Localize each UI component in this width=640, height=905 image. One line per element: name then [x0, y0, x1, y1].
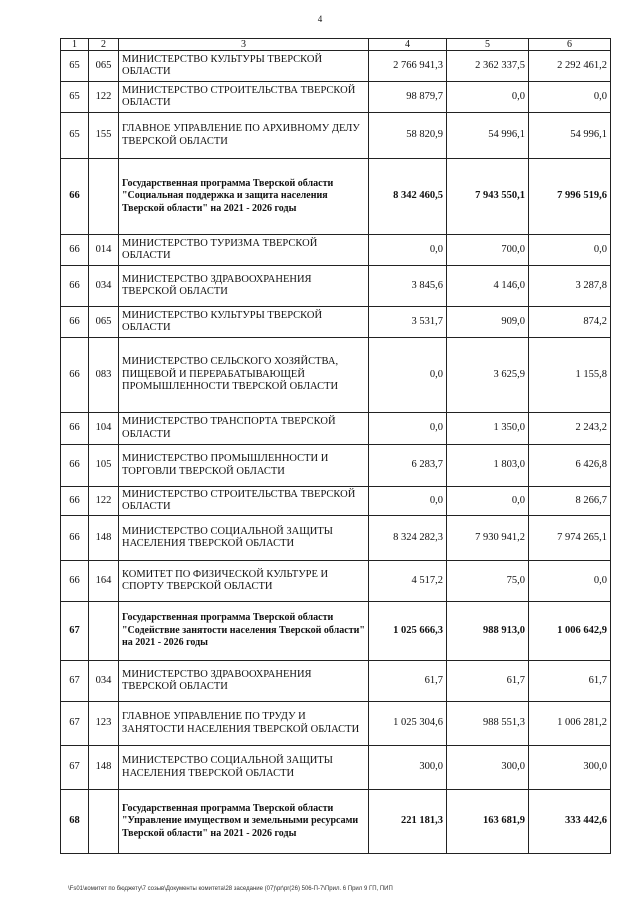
value-2022-cell: 163 681,9: [447, 790, 529, 854]
value-2021-cell: 4 517,2: [369, 561, 447, 602]
name-cell: Государственная программа Тверской области "Управление имуществом и земельными ресурсами Тверской области" на 2021 - 2026 годы: [119, 790, 369, 854]
column-header: 1: [61, 39, 89, 51]
value-2023-cell: 7 974 265,1: [529, 516, 611, 561]
value-2021-cell: 221 181,3: [369, 790, 447, 854]
column-header: 2: [89, 39, 119, 51]
value-2022-cell: 0,0: [447, 487, 529, 516]
value-2021-cell: 8 342 460,5: [369, 159, 447, 235]
value-2021-cell: 58 820,9: [369, 113, 447, 159]
table-body: [61, 51, 611, 854]
table-row: [61, 338, 611, 413]
value-2021-cell: 0,0: [369, 487, 447, 516]
department-code-cell: 034: [89, 266, 119, 307]
value-2022-cell: 0,0: [447, 82, 529, 113]
value-2022-cell: 700,0: [447, 235, 529, 266]
program-row: [61, 790, 611, 854]
name-cell: МИНИСТЕРСТВО ЗДРАВООХРАНЕНИЯ ТВЕРСКОЙ ОБЛАСТИ: [119, 266, 369, 307]
department-code-cell: 122: [89, 487, 119, 516]
name-cell: МИНИСТЕРСТВО ТРАНСПОРТА ТВЕРСКОЙ ОБЛАСТИ: [119, 413, 369, 445]
program-number-cell: 65: [61, 113, 89, 159]
value-2021-cell: 0,0: [369, 413, 447, 445]
program-row: [61, 159, 611, 235]
table-header-row: [61, 39, 611, 51]
value-2021-cell: 3 531,7: [369, 307, 447, 338]
value-2023-cell: 333 442,6: [529, 790, 611, 854]
name-cell: МИНИСТЕРСТВО СОЦИАЛЬНОЙ ЗАЩИТЫ НАСЕЛЕНИЯ ТВЕРСКОЙ ОБЛАСТИ: [119, 516, 369, 561]
table-row: [61, 661, 611, 702]
name-cell: МИНИСТЕРСТВО СТРОИТЕЛЬСТВА ТВЕРСКОЙ ОБЛАСТИ: [119, 82, 369, 113]
program-number-cell: 66: [61, 235, 89, 266]
table-row: [61, 702, 611, 746]
column-header: 5: [447, 39, 529, 51]
department-code-cell: 122: [89, 82, 119, 113]
department-code-cell: 014: [89, 235, 119, 266]
name-cell: МИНИСТЕРСТВО ТУРИЗМА ТВЕРСКОЙ ОБЛАСТИ: [119, 235, 369, 266]
department-code-cell: [89, 159, 119, 235]
name-cell: ГЛАВНОЕ УПРАВЛЕНИЕ ПО АРХИВНОМУ ДЕЛУ ТВЕРСКОЙ ОБЛАСТИ: [119, 113, 369, 159]
program-number-cell: 65: [61, 51, 89, 82]
value-2023-cell: 0,0: [529, 235, 611, 266]
value-2023-cell: 8 266,7: [529, 487, 611, 516]
value-2022-cell: 4 146,0: [447, 266, 529, 307]
value-2023-cell: 874,2: [529, 307, 611, 338]
program-number-cell: 68: [61, 790, 89, 854]
value-2022-cell: 7 930 941,2: [447, 516, 529, 561]
program-number-cell: 66: [61, 487, 89, 516]
department-code-cell: 148: [89, 746, 119, 790]
department-code-cell: 155: [89, 113, 119, 159]
department-code-cell: 065: [89, 51, 119, 82]
value-2022-cell: 61,7: [447, 661, 529, 702]
value-2023-cell: 1 006 642,9: [529, 602, 611, 661]
table-row: [61, 516, 611, 561]
program-row: [61, 602, 611, 661]
value-2023-cell: 2 292 461,2: [529, 51, 611, 82]
value-2023-cell: 54 996,1: [529, 113, 611, 159]
value-2021-cell: 0,0: [369, 235, 447, 266]
name-cell: ГЛАВНОЕ УПРАВЛЕНИЕ ПО ТРУДУ И ЗАНЯТОСТИ НАСЕЛЕНИЯ ТВЕРСКОЙ ОБЛАСТИ: [119, 702, 369, 746]
table-row: [61, 445, 611, 487]
table-row: [61, 113, 611, 159]
value-2022-cell: 54 996,1: [447, 113, 529, 159]
value-2021-cell: 1 025 304,6: [369, 702, 447, 746]
name-cell: МИНИСТЕРСТВО КУЛЬТУРЫ ТВЕРСКОЙ ОБЛАСТИ: [119, 307, 369, 338]
program-number-cell: 67: [61, 661, 89, 702]
budget-table: [60, 38, 611, 854]
program-number-cell: 67: [61, 746, 89, 790]
name-cell: МИНИСТЕРСТВО КУЛЬТУРЫ ТВЕРСКОЙ ОБЛАСТИ: [119, 51, 369, 82]
value-2022-cell: 300,0: [447, 746, 529, 790]
program-number-cell: 67: [61, 602, 89, 661]
name-cell: КОМИТЕТ ПО ФИЗИЧЕСКОЙ КУЛЬТУРЕ И СПОРТУ ТВЕРСКОЙ ОБЛАСТИ: [119, 561, 369, 602]
table-row: [61, 413, 611, 445]
value-2022-cell: 1 350,0: [447, 413, 529, 445]
value-2022-cell: 1 803,0: [447, 445, 529, 487]
value-2023-cell: 6 426,8: [529, 445, 611, 487]
value-2022-cell: 988 551,3: [447, 702, 529, 746]
table-row: [61, 307, 611, 338]
department-code-cell: [89, 602, 119, 661]
program-number-cell: 65: [61, 82, 89, 113]
department-code-cell: 148: [89, 516, 119, 561]
value-2021-cell: 0,0: [369, 338, 447, 413]
program-number-cell: 66: [61, 338, 89, 413]
department-code-cell: 034: [89, 661, 119, 702]
value-2023-cell: 0,0: [529, 561, 611, 602]
value-2021-cell: 3 845,6: [369, 266, 447, 307]
value-2023-cell: 300,0: [529, 746, 611, 790]
program-number-cell: 66: [61, 516, 89, 561]
name-cell: МИНИСТЕРСТВО СТРОИТЕЛЬСТВА ТВЕРСКОЙ ОБЛАСТИ: [119, 487, 369, 516]
value-2023-cell: 1 006 281,2: [529, 702, 611, 746]
value-2021-cell: 8 324 282,3: [369, 516, 447, 561]
value-2021-cell: 2 766 941,3: [369, 51, 447, 82]
name-cell: МИНИСТЕРСТВО ПРОМЫШЛЕННОСТИ И ТОРГОВЛИ ТВЕРСКОЙ ОБЛАСТИ: [119, 445, 369, 487]
value-2021-cell: 61,7: [369, 661, 447, 702]
table-row: [61, 266, 611, 307]
program-number-cell: 66: [61, 159, 89, 235]
program-number-cell: 66: [61, 445, 89, 487]
department-code-cell: 164: [89, 561, 119, 602]
value-2023-cell: 7 996 519,6: [529, 159, 611, 235]
value-2023-cell: 3 287,8: [529, 266, 611, 307]
department-code-cell: 104: [89, 413, 119, 445]
table-row: [61, 51, 611, 82]
name-cell: МИНИСТЕРСТВО СОЦИАЛЬНОЙ ЗАЩИТЫ НАСЕЛЕНИЯ ТВЕРСКОЙ ОБЛАСТИ: [119, 746, 369, 790]
program-number-cell: 66: [61, 307, 89, 338]
value-2022-cell: 2 362 337,5: [447, 51, 529, 82]
name-cell: Государственная программа Тверской области "Содействие занятости населения Тверской области" на 2021 - 2026 годы: [119, 602, 369, 661]
value-2022-cell: 7 943 550,1: [447, 159, 529, 235]
value-2023-cell: 1 155,8: [529, 338, 611, 413]
value-2021-cell: 6 283,7: [369, 445, 447, 487]
value-2021-cell: 98 879,7: [369, 82, 447, 113]
file-path-footer: \Fs01\комитет по бюджету\7 созыв\Документы комитета\28 заседание (07)\pr\pr(26) 506-П-7\Прил. 6 Прил 9 ГП, ПИП: [68, 886, 393, 892]
value-2022-cell: 75,0: [447, 561, 529, 602]
department-code-cell: 065: [89, 307, 119, 338]
department-code-cell: [89, 790, 119, 854]
table-row: [61, 561, 611, 602]
value-2021-cell: 300,0: [369, 746, 447, 790]
table-row: [61, 487, 611, 516]
table-row: [61, 82, 611, 113]
value-2021-cell: 1 025 666,3: [369, 602, 447, 661]
value-2022-cell: 3 625,9: [447, 338, 529, 413]
table-row: [61, 746, 611, 790]
name-cell: Государственная программа Тверской области "Социальная поддержка и защита населения Тверской области" на 2021 - 2026 годы: [119, 159, 369, 235]
value-2023-cell: 61,7: [529, 661, 611, 702]
value-2022-cell: 909,0: [447, 307, 529, 338]
name-cell: МИНИСТЕРСТВО ЗДРАВООХРАНЕНИЯ ТВЕРСКОЙ ОБЛАСТИ: [119, 661, 369, 702]
page-number: 4: [317, 14, 323, 24]
department-code-cell: 083: [89, 338, 119, 413]
department-code-cell: 105: [89, 445, 119, 487]
department-code-cell: 123: [89, 702, 119, 746]
value-2023-cell: 0,0: [529, 82, 611, 113]
program-number-cell: 66: [61, 561, 89, 602]
table-row: [61, 235, 611, 266]
column-header: 6: [529, 39, 611, 51]
name-cell: МИНИСТЕРСТВО СЕЛЬСКОГО ХОЗЯЙСТВА, ПИЩЕВОЙ И ПЕРЕРАБАТЫВАЮЩЕЙ ПРОМЫШЛЕННОСТИ ТВЕРСКОЙ ОБЛАСТИ: [119, 338, 369, 413]
program-number-cell: 66: [61, 266, 89, 307]
program-number-cell: 67: [61, 702, 89, 746]
value-2022-cell: 988 913,0: [447, 602, 529, 661]
column-header: 4: [369, 39, 447, 51]
column-header: 3: [119, 39, 369, 51]
program-number-cell: 66: [61, 413, 89, 445]
value-2023-cell: 2 243,2: [529, 413, 611, 445]
